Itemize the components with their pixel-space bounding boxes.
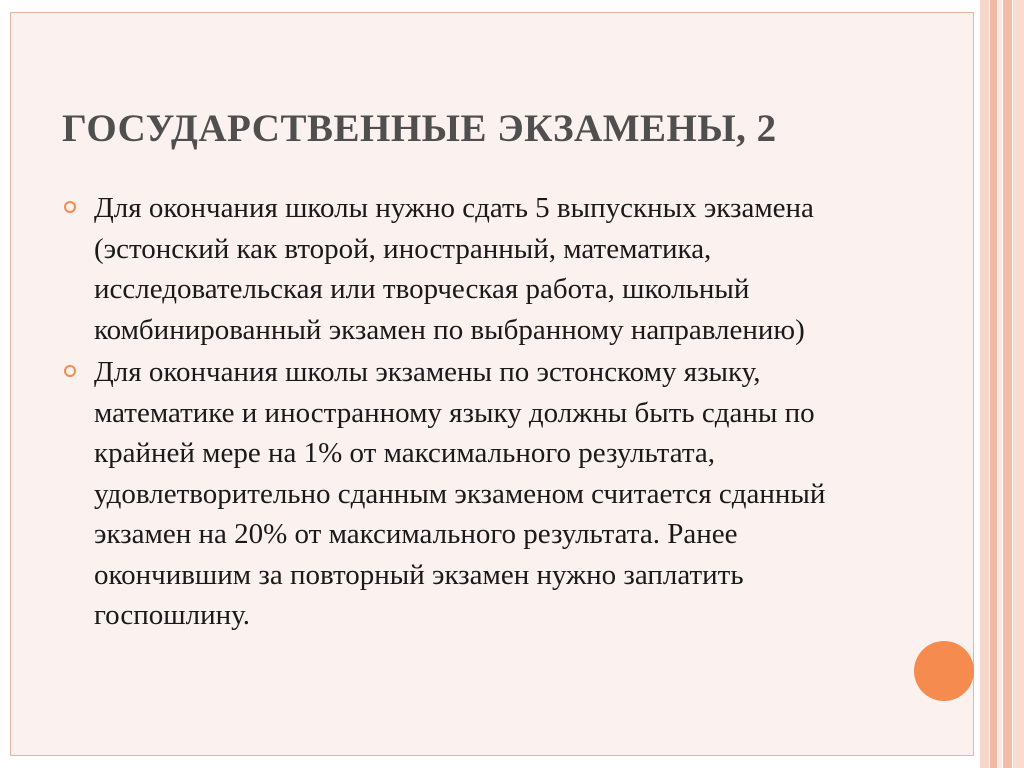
slide-title: ГОСУДАРСТВЕННЫЕ ЭКЗАМЕНЫ, 2	[62, 107, 777, 150]
decorative-stripe	[1013, 0, 1024, 768]
bullet-text: Для окончания школы экзамены по эстонскому языку, математике и иностранному языку должны быть сданы по крайней мере на 1% от максимального результата, удовлетворительно сданным экзаменом считается сданный экзамен на 20% от максимального результата. Ранее окончившим за повторный экзамен нужно заплатить госпошлину.	[94, 356, 826, 631]
bullet-text: Для окончания школы нужно сдать 5 выпускных экзамена (эстонский как второй, иностранный, математика, исследовательская или творческая работа, школьный комбинированный экзамен по выбранному направлению)	[94, 192, 814, 346]
decorative-stripe	[980, 0, 989, 768]
decorative-stripe	[990, 0, 997, 768]
bullet-marker-icon	[64, 365, 76, 377]
bullet-list	[62, 188, 892, 638]
decorative-stripe	[998, 0, 1002, 768]
accent-circle	[914, 641, 974, 701]
bullet-item	[62, 188, 892, 350]
decorative-stripe	[1003, 0, 1012, 768]
bullet-item	[62, 352, 892, 636]
bullet-marker-icon	[64, 201, 76, 213]
